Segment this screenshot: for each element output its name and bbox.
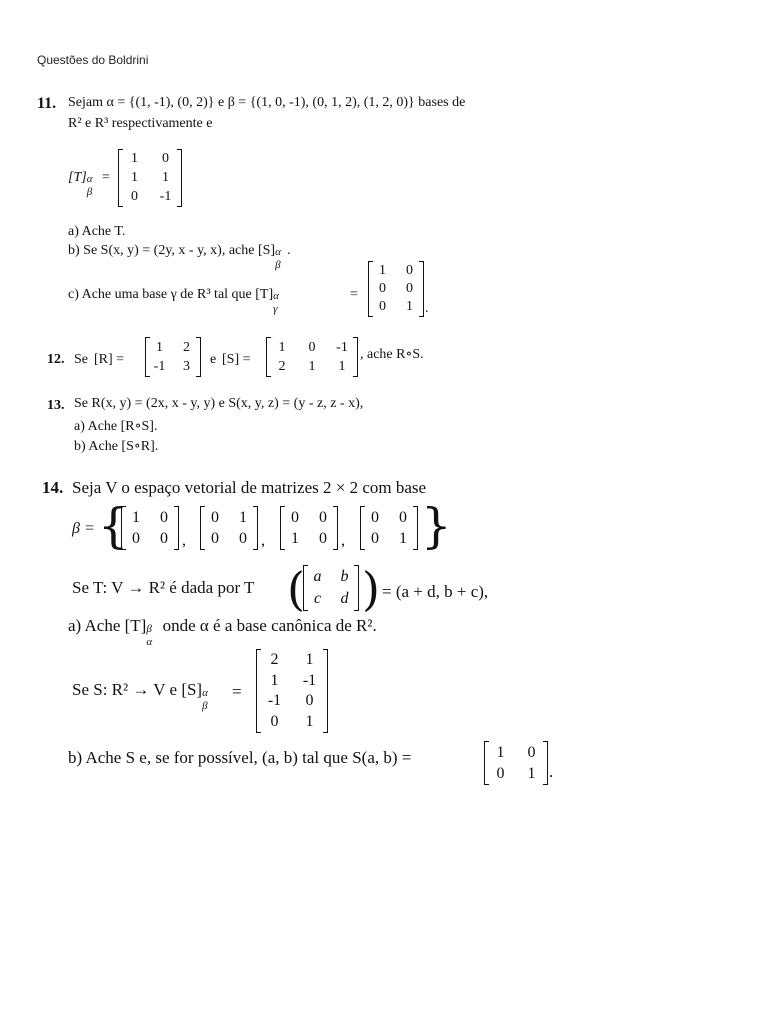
q14-item-a: a) Ache [T] β α onde α é a base canônica de R².: [68, 616, 377, 648]
q14-S-cell-1-1: -1: [302, 671, 317, 689]
q11-T-cell-2-1: -1: [159, 188, 172, 204]
q11-c-period: .: [425, 301, 429, 316]
q14-b-cell-0-1: 0: [527, 743, 536, 761]
q14-basis-4-cell-0-0: 0: [371, 508, 379, 526]
q11-equals: =: [102, 170, 110, 185]
q12-R-cell-1-1: 3: [183, 358, 190, 374]
q14-basis-3-cell-0-0: 0: [291, 508, 299, 526]
q11-T-cell-0-0: 1: [131, 151, 138, 167]
q14-b-cell-0-0: 1: [496, 743, 505, 761]
q12-S-cell-0-1: 0: [308, 339, 316, 355]
q11-T-cell-1-1: 1: [162, 169, 169, 185]
q11-T-cell-2-0: 0: [131, 188, 138, 204]
q11-c-equals: =: [350, 287, 358, 302]
q12-number: 12.: [47, 352, 65, 367]
q14-S-matrix: [256, 650, 328, 732]
q14-basis-4-cell-1-1: 1: [399, 529, 407, 547]
q13-line1: Se R(x, y) = (2x, x - y, y) e S(x, y, z) = (y - z, z - x),: [74, 396, 364, 411]
q14-S-cell-0-1: 1: [305, 651, 314, 669]
q14-item-b: b) Ache S e, se for possível, (a, b) tal que S(a, b) =: [68, 748, 412, 767]
q14-basis-4-cell-1-0: 0: [371, 529, 379, 547]
q12-R-cell-1-0: -1: [153, 358, 166, 374]
q11-c-cell-1-1: 0: [406, 281, 413, 296]
q11-c-matrix: [368, 262, 424, 316]
q14-open-paren: (: [287, 562, 305, 616]
q11-T-cell-1-0: 1: [131, 169, 138, 185]
q11-c-cell-0-1: 0: [406, 263, 413, 278]
q14-basis-1-cell-0-0: 1: [132, 508, 140, 526]
q11-T-cell-0-1: 0: [162, 151, 169, 167]
q11-c-cell-1-0: 0: [379, 281, 386, 296]
q14-right-brace: }: [421, 498, 452, 554]
q12-R-cell-0-0: 1: [156, 339, 163, 355]
q14-beta-label: β =: [72, 520, 95, 537]
q14-basis-2-cell-0-1: 1: [239, 508, 247, 526]
q11-c-cell-2-1: 1: [406, 299, 413, 314]
q12-S-cell-1-2: 1: [338, 358, 346, 374]
q14-left-brace: {: [98, 498, 129, 554]
q14-se-T: Se T: V → R² é dada por T: [72, 578, 255, 597]
q14-S-cell-1-0: 1: [270, 671, 279, 689]
q11-number: 11.: [37, 95, 57, 112]
q13-number: 13.: [47, 398, 65, 413]
q14-S-cell-3-1: 1: [305, 712, 314, 730]
q13-item-a: a) Ache [R∘S].: [74, 419, 158, 434]
q14-S-cell-3-0: 0: [270, 712, 279, 730]
page-header: Questões do Boldrini: [37, 53, 149, 67]
q14-T-arg-cell-1-1: d: [340, 590, 349, 607]
q14-T-argument-matrix: [303, 566, 359, 610]
q11-line1: Sejam α = {(1, -1), (0, 2)} e β = {(1, 0, -1), (0, 1, 2), (1, 2, 0)} bases de: [68, 95, 466, 110]
q14-basis-4-cell-0-1: 0: [399, 508, 407, 526]
q14-basis-2-cell-0-0: 0: [211, 508, 219, 526]
q14-basis-1-cell-0-1: 0: [160, 508, 168, 526]
q12-R-label: [R] =: [94, 352, 125, 367]
q14-basis-matrix-4: [360, 507, 418, 549]
q14-T-arg-cell-0-1: b: [340, 568, 349, 585]
q14-S-equals: =: [232, 682, 242, 701]
q11-c-cell-0-0: 1: [379, 263, 386, 278]
q14-basis-1-cell-1-1: 0: [160, 529, 168, 547]
q14-b-cell-1-0: 0: [496, 764, 505, 782]
q13-item-b: b) Ache [S∘R].: [74, 439, 159, 454]
q14-close-paren: ): [362, 562, 380, 616]
q14-S-cell-2-0: -1: [267, 692, 282, 710]
q14-comma-2: ,: [261, 532, 265, 549]
q14-basis-matrix-1: [121, 507, 179, 549]
q12-e: e: [210, 352, 217, 367]
q12-S-cell-1-1: 1: [308, 358, 316, 374]
q14-basis-matrix-3: [280, 507, 338, 549]
q12-S-label: [S] =: [222, 352, 251, 367]
q14-T-result: = (a + d, b + c),: [382, 582, 489, 601]
q11-line2: R² e R³ respectivamente e: [68, 116, 213, 131]
q12-se: Se: [74, 352, 88, 367]
q14-b-cell-1-1: 1: [527, 764, 536, 782]
q14-number: 14.: [42, 478, 64, 497]
q11-T-label: [T] α β: [68, 170, 93, 198]
q14-b-period: .: [549, 762, 554, 781]
q12-S-cell-1-0: 2: [278, 358, 286, 374]
q12-R-cell-0-1: 2: [183, 339, 190, 355]
q14-basis-3-cell-0-1: 0: [319, 508, 327, 526]
q14-S-cell-2-1: 0: [305, 692, 314, 710]
q14-se-S: Se S: R² → V e [S] α β: [72, 680, 208, 712]
q14-basis-2-cell-1-0: 0: [211, 529, 219, 547]
q12-end: , ache R∘S.: [360, 347, 424, 362]
q14-comma-3: ,: [341, 532, 345, 549]
q11-c-cell-2-0: 0: [379, 299, 386, 314]
q14-b-matrix: [484, 742, 548, 784]
q11-item-b: b) Se S(x, y) = (2y, x - y, x), ache [S] α β .: [68, 243, 291, 271]
q14-basis-3-cell-1-0: 1: [291, 529, 299, 547]
q12-S-matrix: [266, 338, 358, 376]
q14-basis-1-cell-1-0: 0: [132, 529, 140, 547]
q12-S-cell-0-0: 1: [278, 339, 286, 355]
q11-item-c: c) Ache uma base γ de R³ tal que [T] α γ: [68, 287, 279, 315]
q14-basis-matrix-2: [200, 507, 258, 549]
q14-T-arg-cell-0-0: a: [313, 568, 322, 585]
q11-item-a: a) Ache T.: [68, 224, 126, 239]
q14-S-cell-0-0: 2: [270, 651, 279, 669]
q14-T-arg-cell-1-0: c: [313, 590, 322, 607]
q12-R-matrix: [145, 338, 201, 376]
q11-T-matrix: [118, 150, 182, 206]
q14-comma-1: ,: [182, 532, 186, 549]
q12-S-cell-0-2: -1: [336, 339, 348, 355]
q14-line1: Seja V o espaço vetorial de matrizes 2 × 2 com base: [72, 478, 427, 497]
q14-basis-3-cell-1-1: 0: [319, 529, 327, 547]
q14-basis-2-cell-1-1: 0: [239, 529, 247, 547]
